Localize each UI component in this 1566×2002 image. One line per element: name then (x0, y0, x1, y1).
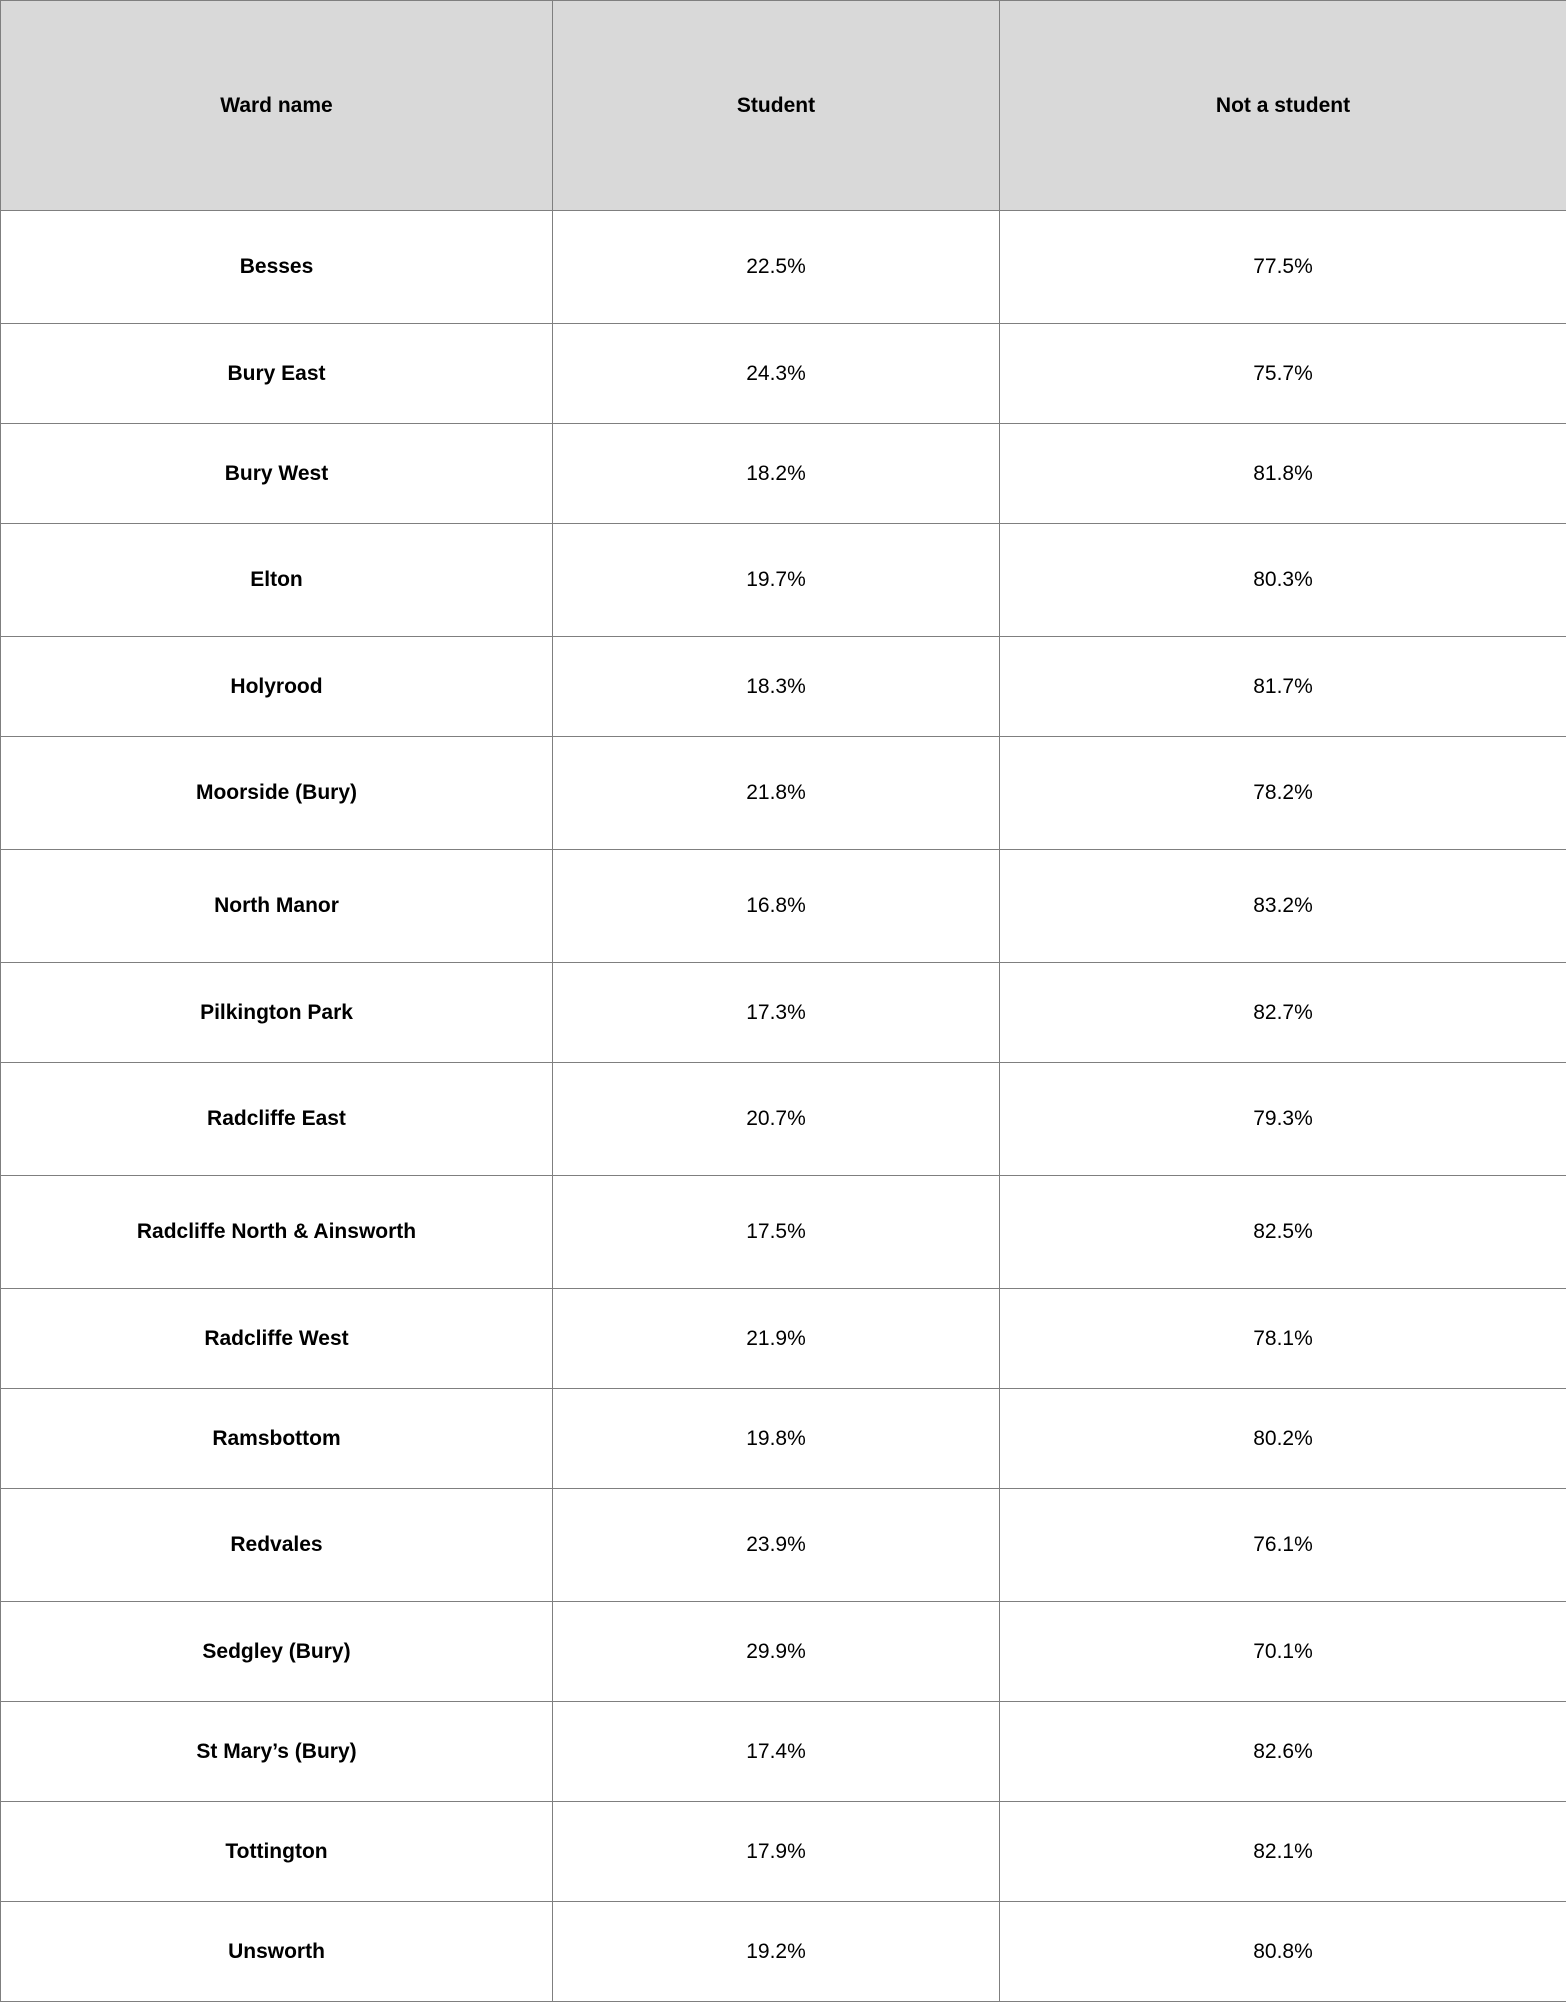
ward-name-cell: Bury East (1, 324, 553, 424)
student-cell: 21.9% (553, 1289, 1000, 1389)
table-row (1, 1602, 1566, 1702)
not-student-cell: 75.7% (1000, 324, 1566, 424)
student-cell: 19.8% (553, 1389, 1000, 1489)
header-ward-name: Ward name (1, 1, 553, 211)
not-student-cell: 78.2% (1000, 737, 1566, 850)
not-student-cell: 82.1% (1000, 1802, 1566, 1902)
not-student-cell: 81.8% (1000, 424, 1566, 524)
student-cell: 17.4% (553, 1702, 1000, 1802)
ward-name-cell: Moorside (Bury) (1, 737, 553, 850)
header-not-a-student: Not a student (1000, 1, 1566, 211)
not-student-cell: 80.8% (1000, 1902, 1566, 2002)
ward-name-cell: St Mary’s (Bury) (1, 1702, 553, 1802)
ward-name-cell: North Manor (1, 850, 553, 963)
ward-name-cell: Bury West (1, 424, 553, 524)
table-row (1, 324, 1566, 424)
student-cell: 18.3% (553, 637, 1000, 737)
not-student-cell: 81.7% (1000, 637, 1566, 737)
student-cell: 23.9% (553, 1489, 1000, 1602)
table-row (1, 1389, 1566, 1489)
ward-name-cell: Holyrood (1, 637, 553, 737)
student-cell: 24.3% (553, 324, 1000, 424)
student-cell: 17.5% (553, 1176, 1000, 1289)
ward-name-cell: Radcliffe East (1, 1063, 553, 1176)
not-student-cell: 80.2% (1000, 1389, 1566, 1489)
not-student-cell: 77.5% (1000, 211, 1566, 324)
table-row (1, 1802, 1566, 1902)
not-student-cell: 82.6% (1000, 1702, 1566, 1802)
not-student-cell: 82.7% (1000, 963, 1566, 1063)
student-cell: 19.2% (553, 1902, 1000, 2002)
ward-name-cell: Sedgley (Bury) (1, 1602, 553, 1702)
student-cell: 17.3% (553, 963, 1000, 1063)
not-student-cell: 83.2% (1000, 850, 1566, 963)
student-cell: 19.7% (553, 524, 1000, 637)
student-cell: 17.9% (553, 1802, 1000, 1902)
not-student-cell: 70.1% (1000, 1602, 1566, 1702)
ward-name-cell: Pilkington Park (1, 963, 553, 1063)
student-cell: 29.9% (553, 1602, 1000, 1702)
not-student-cell: 78.1% (1000, 1289, 1566, 1389)
ward-name-cell: Radcliffe North & Ainsworth (1, 1176, 553, 1289)
table-row (1, 1289, 1566, 1389)
table-row (1, 850, 1566, 963)
ward-name-cell: Ramsbottom (1, 1389, 553, 1489)
student-cell: 20.7% (553, 1063, 1000, 1176)
student-cell: 22.5% (553, 211, 1000, 324)
ward-name-cell: Elton (1, 524, 553, 637)
not-student-cell: 79.3% (1000, 1063, 1566, 1176)
student-cell: 16.8% (553, 850, 1000, 963)
student-cell: 18.2% (553, 424, 1000, 524)
table-row (1, 963, 1566, 1063)
table-row (1, 737, 1566, 850)
not-student-cell: 76.1% (1000, 1489, 1566, 1602)
table-row (1, 1702, 1566, 1802)
table-row (1, 1063, 1566, 1176)
table-row (1, 424, 1566, 524)
ward-name-cell: Redvales (1, 1489, 553, 1602)
header-row (1, 1, 1566, 211)
ward-name-cell: Tottington (1, 1802, 553, 1902)
table-row (1, 211, 1566, 324)
header-student: Student (553, 1, 1000, 211)
table-row (1, 1489, 1566, 1602)
table-row (1, 637, 1566, 737)
student-cell: 21.8% (553, 737, 1000, 850)
ward-name-cell: Radcliffe West (1, 1289, 553, 1389)
table-row (1, 1176, 1566, 1289)
table-row (1, 1902, 1566, 2002)
ward-name-cell: Unsworth (1, 1902, 553, 2002)
table-row (1, 524, 1566, 637)
not-student-cell: 80.3% (1000, 524, 1566, 637)
not-student-cell: 82.5% (1000, 1176, 1566, 1289)
ward-name-cell: Besses (1, 211, 553, 324)
